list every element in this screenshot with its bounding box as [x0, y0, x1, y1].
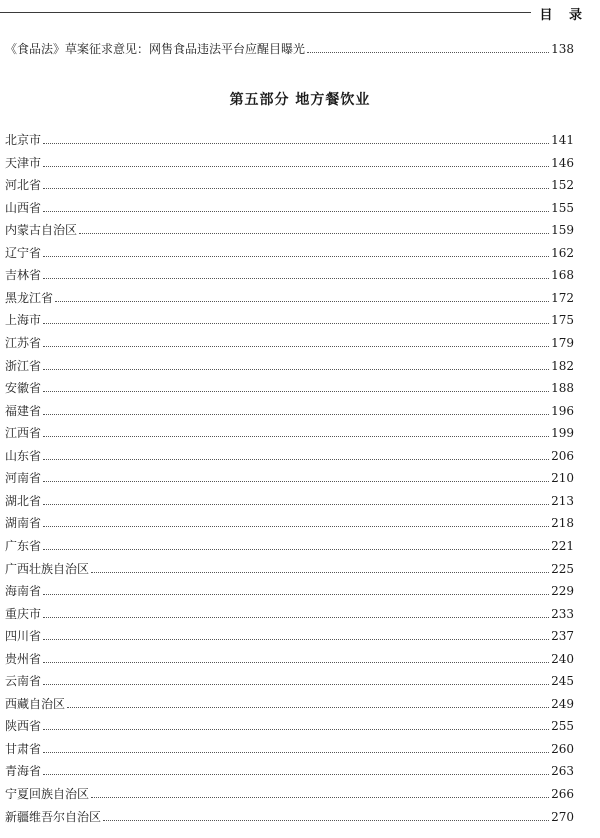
toc-entry[interactable] — [5, 467, 574, 485]
toc-entry-page: 233 — [551, 606, 574, 621]
toc-entry-page: 249 — [551, 696, 574, 711]
dot-leader — [43, 414, 549, 415]
toc-entry-label: 云南省 — [5, 674, 42, 689]
dot-leader — [43, 436, 549, 437]
dot-leader — [91, 572, 549, 573]
toc-entry-label: 甘肃省 — [5, 741, 42, 756]
toc-entry-page: 210 — [551, 471, 574, 486]
toc-entry-label: 广西壮族自治区 — [5, 561, 90, 576]
dot-leader — [43, 504, 549, 505]
toc-entry-page: 152 — [551, 178, 574, 193]
toc-entry-page: 188 — [551, 381, 574, 396]
toc-entry-label: 湖南省 — [5, 516, 42, 531]
toc-entry-label: 天津市 — [5, 155, 42, 170]
toc-entry[interactable] — [5, 174, 574, 192]
dot-leader — [307, 52, 549, 53]
toc-entry[interactable] — [5, 512, 574, 530]
toc-entry-page: 159 — [551, 223, 574, 238]
toc-entry-label: 吉林省 — [5, 268, 42, 283]
toc-entry-page: 245 — [551, 674, 574, 689]
dot-leader — [43, 323, 549, 324]
dot-leader — [43, 729, 549, 730]
dot-leader — [67, 707, 549, 708]
toc-entry-label: 陕西省 — [5, 719, 42, 734]
toc-entry-label: 江苏省 — [5, 336, 42, 350]
dot-leader — [43, 526, 549, 527]
toc-entry[interactable] — [5, 535, 574, 553]
toc-entry[interactable] — [5, 806, 574, 824]
toc-entry-label: 海南省 — [5, 584, 42, 598]
dot-leader — [43, 684, 549, 685]
toc-entry-page: 179 — [551, 336, 574, 350]
dot-leader — [43, 617, 549, 618]
toc-entry-label: 宁夏回族自治区 — [5, 787, 90, 801]
toc-entry[interactable] — [5, 625, 574, 643]
toc-entry-page: 155 — [551, 200, 574, 215]
dot-leader — [43, 143, 549, 144]
toc-entry-label: 河南省 — [5, 471, 42, 486]
toc-entry[interactable] — [5, 670, 574, 688]
header-rule — [0, 12, 531, 13]
dot-leader — [43, 256, 549, 257]
toc-entry[interactable] — [5, 197, 574, 215]
dot-leader — [43, 639, 549, 640]
toc-entry[interactable] — [5, 783, 574, 801]
toc-entry-page: 255 — [551, 719, 574, 734]
toc-entry-page: 146 — [551, 155, 574, 170]
toc-entry-page: 218 — [551, 516, 574, 531]
toc-entry-page: 221 — [551, 538, 574, 553]
toc-entry-label: 江西省 — [5, 426, 42, 441]
dot-leader — [43, 211, 549, 212]
dot-leader — [79, 233, 549, 234]
toc-entry-label: 广东省 — [5, 538, 42, 553]
dot-leader — [103, 820, 549, 821]
toc-entry-label: 辽宁省 — [5, 245, 42, 260]
toc-entry-page: 263 — [551, 764, 574, 779]
toc-entry-label: 湖北省 — [5, 493, 42, 508]
toc-entry-page: 168 — [551, 268, 574, 283]
toc-entry-label: 新疆维吾尔自治区 — [5, 809, 102, 824]
toc-entry[interactable] — [5, 355, 574, 373]
toc-entry-label: 安徽省 — [5, 381, 42, 396]
toc-entry-page: 260 — [551, 741, 574, 756]
dot-leader — [91, 797, 549, 798]
page-header-title: 目 录 — [539, 8, 588, 23]
toc-entry[interactable] — [5, 377, 574, 395]
dot-leader — [43, 166, 549, 167]
toc-entry[interactable] — [5, 422, 574, 440]
toc-entry-label: 河北省 — [5, 178, 42, 193]
toc-entry-label: 内蒙古自治区 — [5, 223, 78, 238]
toc-entry-page: 229 — [551, 584, 574, 598]
toc-entry-page: 237 — [551, 629, 574, 644]
toc-entry-label: 青海省 — [5, 764, 42, 779]
toc-entry[interactable] — [5, 580, 574, 598]
toc-entry-page: 206 — [551, 448, 574, 463]
toc-entry-page: 175 — [551, 313, 574, 328]
dot-leader — [43, 188, 549, 189]
toc-entry[interactable] — [5, 490, 574, 508]
toc-entry-label: 西藏自治区 — [5, 696, 66, 711]
dot-leader — [43, 346, 549, 347]
dot-leader — [43, 774, 549, 775]
toc-entry[interactable] — [5, 715, 574, 733]
toc-entry-page: 162 — [551, 245, 574, 260]
toc-entry[interactable] — [5, 760, 574, 778]
dot-leader — [43, 278, 549, 279]
dot-leader — [43, 752, 549, 753]
toc-entry[interactable] — [5, 648, 574, 666]
toc-entry-page: 270 — [551, 809, 574, 824]
toc-entry[interactable] — [5, 219, 574, 237]
toc-entry-label: 黑龙江省 — [5, 290, 54, 305]
toc-entry-page: 240 — [551, 651, 574, 666]
toc-entry[interactable] — [5, 152, 574, 170]
toc-entry[interactable] — [5, 445, 574, 463]
toc-entry-page: 225 — [551, 561, 574, 576]
dot-leader — [43, 391, 549, 392]
toc-entry[interactable] — [5, 738, 574, 756]
toc-entry-label: 重庆市 — [5, 606, 42, 621]
toc-entry[interactable] — [5, 558, 574, 576]
toc-entry-label: 四川省 — [5, 629, 42, 644]
toc-entry-page: 196 — [551, 403, 574, 418]
toc-entry-page: 266 — [551, 787, 574, 801]
dot-leader — [43, 594, 549, 595]
dot-leader — [55, 301, 549, 302]
toc-entry[interactable] — [5, 242, 574, 260]
section-heading: 第五部分 地方餐饮业 — [229, 92, 371, 108]
toc-entry-label: 福建省 — [5, 403, 42, 418]
toc-entry-label: 山东省 — [5, 448, 42, 463]
toc-entry-label: 贵州省 — [5, 651, 42, 666]
toc-entry[interactable] — [5, 309, 574, 327]
toc-entry-label: 《食品法》草案征求意见：网售食品违法平台应醒目曝光 — [5, 42, 306, 56]
dot-leader — [43, 459, 549, 460]
toc-entry[interactable] — [5, 693, 574, 711]
dot-leader — [43, 549, 549, 550]
dot-leader — [43, 369, 549, 370]
toc-entry[interactable] — [5, 400, 574, 418]
toc-entry-page: 213 — [551, 493, 574, 508]
toc-entry-page: 141 — [551, 133, 574, 147]
toc-entry-label: 上海市 — [5, 313, 42, 328]
dot-leader — [43, 481, 549, 482]
toc-entry-top[interactable] — [5, 38, 574, 56]
toc-entry-page: 182 — [551, 358, 574, 373]
dot-leader — [43, 662, 549, 663]
toc-entry-label: 北京市 — [5, 133, 42, 147]
toc-entry[interactable] — [5, 264, 574, 282]
toc-entry[interactable] — [5, 332, 574, 350]
toc-entry[interactable] — [5, 129, 574, 147]
toc-entry[interactable] — [5, 603, 574, 621]
toc-entry[interactable] — [5, 287, 574, 305]
toc-entry-page: 138 — [551, 42, 574, 56]
toc-entry-label: 山西省 — [5, 200, 42, 215]
toc-entry-label: 浙江省 — [5, 358, 42, 373]
toc-entry-page: 199 — [551, 426, 574, 441]
toc-entry-page: 172 — [551, 290, 574, 305]
